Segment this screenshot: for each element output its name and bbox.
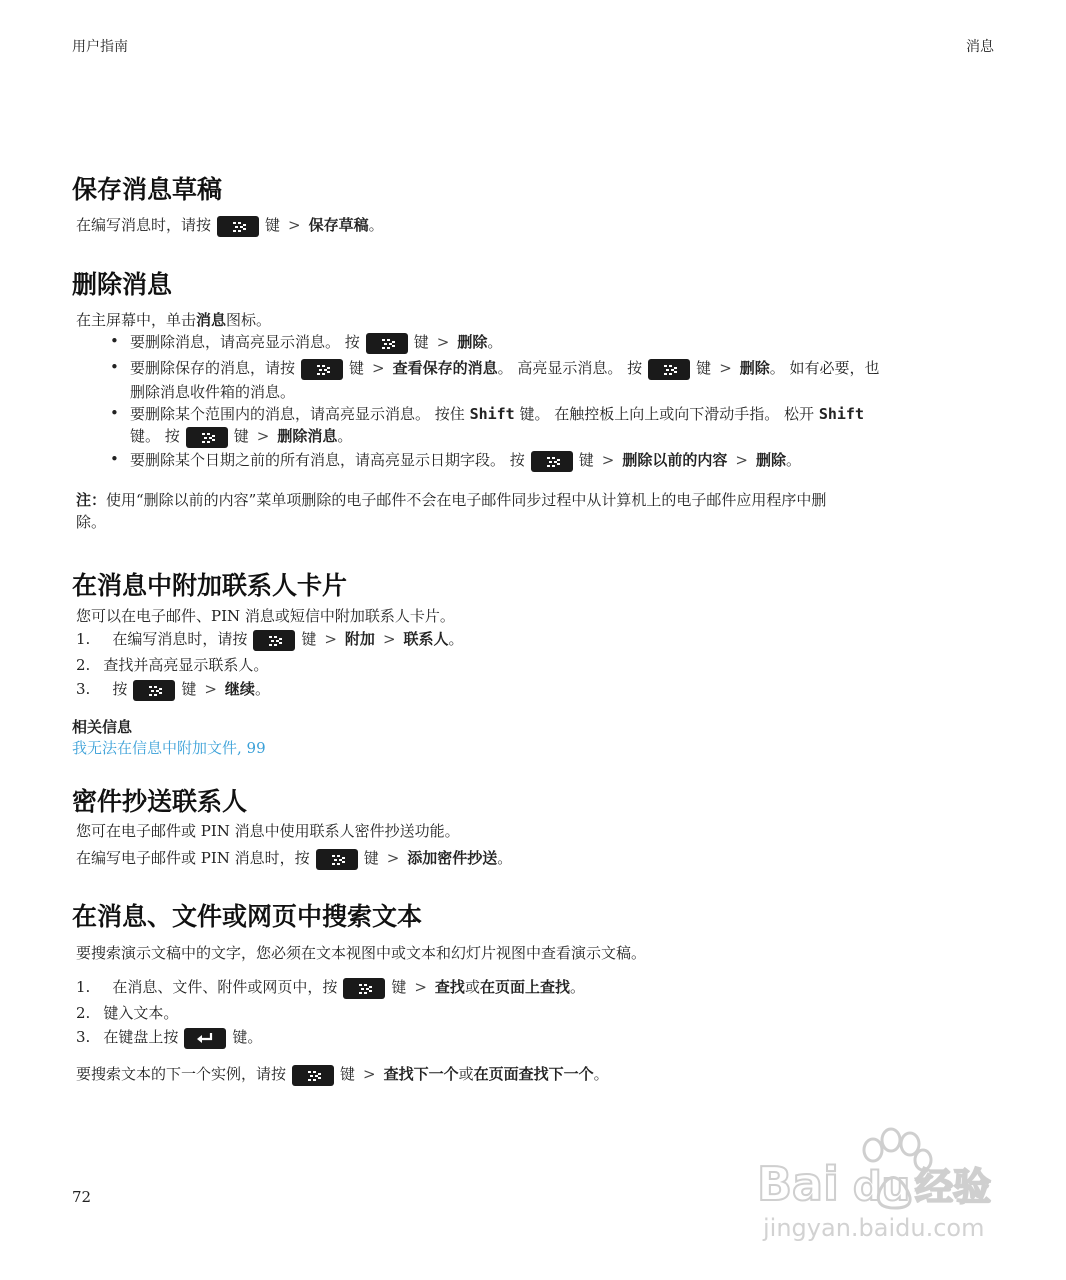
search-step-1: 1. 在消息、文件、附件或网页中，按 键 > 查找或在页面上查找。 xyxy=(76,977,585,999)
page-number: 72 xyxy=(72,1188,92,1206)
menu-key-icon xyxy=(531,451,573,472)
menu-key-icon xyxy=(316,849,358,870)
delete-bullet-1: 要删除消息，请高亮显示消息。 按 键 > 删除。 xyxy=(130,332,502,354)
related-info-label: 相关信息 xyxy=(72,718,133,736)
delete-bullet-3: 要删除某个范围内的消息，请高亮显示消息。 按住 Shift 键。 在触控板上向上或向下滑动手指。 松开 Shift xyxy=(130,405,864,423)
delete-bullet-4: 要删除某个日期之前的所有消息，请高亮显示日期字段。 按 键 > 删除以前的内容 > 删除。 xyxy=(130,450,801,472)
bullet-icon: • xyxy=(110,358,119,376)
menu-key-icon xyxy=(343,978,385,999)
heading-save-draft: 保存消息草稿 xyxy=(72,175,223,204)
menu-key-icon xyxy=(186,427,228,448)
attach-step-3: 3. 按 键 > 继续。 xyxy=(76,679,270,701)
heading-delete-messages: 删除消息 xyxy=(72,270,173,299)
delete-bullet-3-cont: 键。 按 键 > 删除消息。 xyxy=(130,426,352,448)
menu-key-icon xyxy=(292,1065,334,1086)
svg-text:Bai: Bai xyxy=(757,1157,839,1211)
svg-text:jingyan.baidu.com: jingyan.baidu.com xyxy=(763,1214,985,1242)
delete-note-cont: 除。 xyxy=(76,513,107,531)
menu-key-icon xyxy=(648,359,690,380)
search-step-3: 3. 在键盘上按 键。 xyxy=(76,1027,262,1049)
search-step-2: 2. 键入文本。 xyxy=(76,1004,179,1022)
save-draft-instruction: 在编写消息时，请按 键 > 保存草稿。 xyxy=(76,215,384,237)
menu-key-icon xyxy=(133,680,175,701)
attach-step-1: 1. 在编写消息时，请按 键 > 附加 > 联系人。 xyxy=(76,629,464,651)
menu-key-icon xyxy=(253,630,295,651)
delete-intro: 在主屏幕中，单击消息图标。 xyxy=(76,311,272,329)
attach-step-2: 2. 查找并高亮显示联系人。 xyxy=(76,656,269,674)
attach-intro: 您可以在电子邮件、PIN 消息或短信中附加联系人卡片。 xyxy=(76,607,455,625)
bcc-instruction: 在编写电子邮件或 PIN 消息时，按 键 > 添加密件抄送。 xyxy=(76,848,512,870)
delete-note: 注：使用“删除以前的内容”菜单项删除的电子邮件不会在电子邮件同步过程中从计算机上的电子邮件应用程序中删 xyxy=(76,491,827,509)
running-header-right: 消息 xyxy=(966,39,994,55)
bullet-icon: • xyxy=(110,404,119,422)
bullet-icon: • xyxy=(110,450,119,468)
running-header-left: 用户指南 xyxy=(72,39,128,55)
menu-key-icon xyxy=(366,333,408,354)
heading-bcc: 密件抄送联系人 xyxy=(72,787,248,816)
svg-text:经验: 经验 xyxy=(915,1165,992,1209)
delete-bullet-2: 要删除保存的消息，请按 键 > 查看保存的消息。 高亮显示消息。 按 键 > 删除。 如有必要，也 xyxy=(130,358,880,380)
svg-text:du: du xyxy=(853,1164,911,1210)
heading-attach-contact: 在消息中附加联系人卡片 xyxy=(72,571,348,600)
delete-bullet-2-cont: 删除消息收件箱的消息。 xyxy=(130,383,296,401)
bullet-icon: • xyxy=(110,332,119,350)
baidu-jingyan-watermark-logo xyxy=(755,1120,1015,1250)
enter-key-icon xyxy=(184,1028,226,1049)
search-intro: 要搜索演示文稿中的文字，您必须在文本视图中或文本和幻灯片视图中查看演示文稿。 xyxy=(76,944,647,962)
search-next-instance: 要搜索文本的下一个实例，请按 键 > 查找下一个或在页面查找下一个。 xyxy=(76,1064,609,1086)
menu-key-icon xyxy=(217,216,259,237)
menu-key-icon xyxy=(301,359,343,380)
related-info-link[interactable]: 我无法在信息中附加文件, 99 xyxy=(72,739,266,757)
heading-search-text: 在消息、文件或网页中搜索文本 xyxy=(72,902,423,931)
bcc-intro: 您可在电子邮件或 PIN 消息中使用联系人密件抄送功能。 xyxy=(76,822,460,840)
